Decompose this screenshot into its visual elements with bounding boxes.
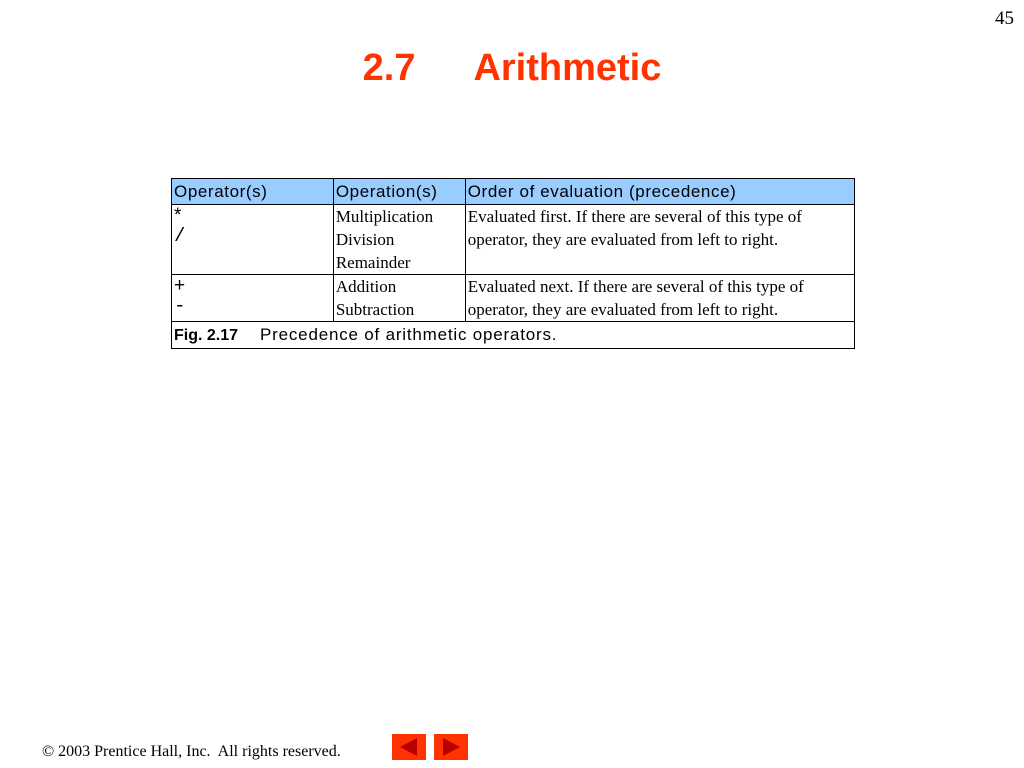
section-number: 2.7 [362, 47, 416, 89]
order-description: Evaluated first. If there are several of this type of operator, they are evaluated from left to right. [467, 207, 802, 249]
section-heading: Arithmetic [473, 47, 662, 89]
caption-row [172, 322, 855, 349]
operators-cell [172, 275, 334, 322]
operators-cell [172, 205, 334, 275]
slide-title [0, 47, 1024, 90]
table-row [172, 275, 855, 322]
header-operations: Operation(s) [333, 179, 465, 205]
figure-caption [172, 322, 855, 349]
operation-name: Division [335, 230, 395, 249]
arrow-right-icon [434, 734, 468, 760]
table-header-row [172, 179, 855, 205]
order-cell [465, 275, 854, 322]
precedence-table [171, 178, 855, 349]
operation-name: Addition [335, 277, 397, 296]
page-number: 45 [995, 8, 1014, 29]
table-row [172, 205, 855, 275]
operation-name: Remainder [335, 253, 411, 272]
operator-symbol: / [174, 225, 186, 247]
order-description: Evaluated next. If there are several of this type of operator, they are evaluated from left to right. [467, 277, 804, 319]
order-cell [465, 205, 854, 275]
operator-symbol: * [174, 205, 182, 226]
operator-symbol: - [174, 295, 186, 317]
header-order: Order of evaluation (precedence) [465, 179, 854, 205]
previous-slide-button[interactable] [392, 734, 426, 760]
figure-label: Fig. 2.17 [174, 327, 239, 344]
operations-cell [333, 275, 465, 322]
operator-symbol: + [174, 275, 186, 296]
footer-copyright: © 2003 Prentice Hall, Inc. All rights reserved. [42, 743, 341, 760]
next-slide-button[interactable] [434, 734, 468, 760]
operations-cell [333, 205, 465, 275]
arrow-left-icon [392, 734, 426, 760]
figure-caption-text: Precedence of arithmetic operators. [260, 325, 558, 344]
operation-name: Subtraction [335, 300, 415, 319]
header-operators: Operator(s) [172, 179, 334, 205]
operation-name: Multiplication [335, 207, 434, 226]
